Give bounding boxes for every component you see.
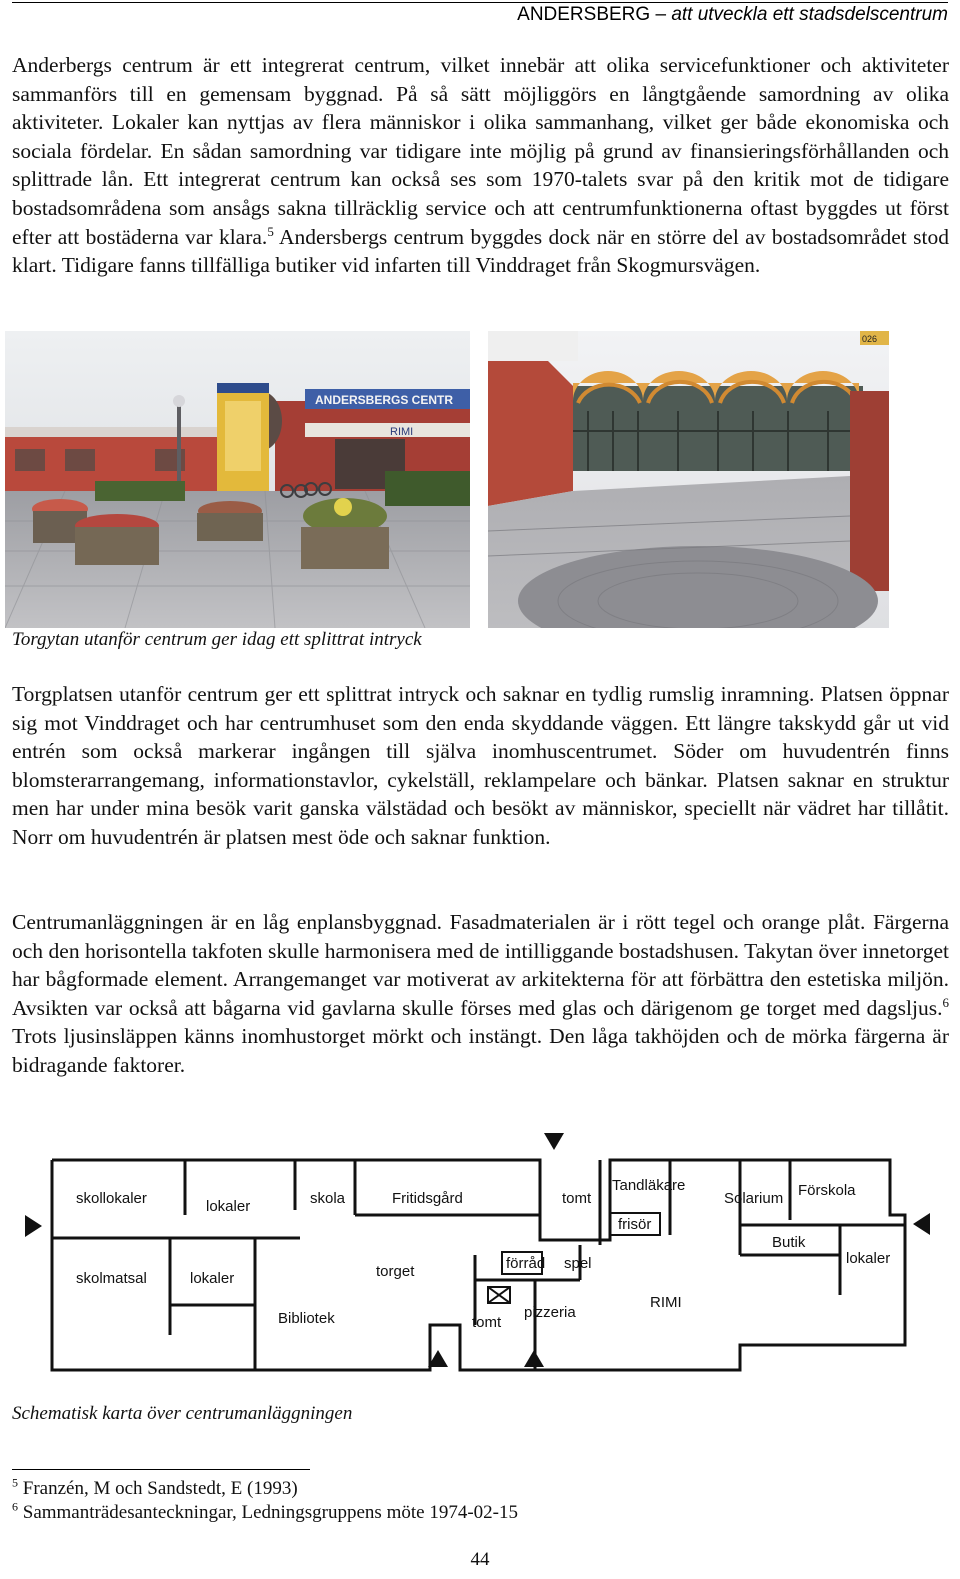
paragraph-1-text: Anderbergs centrum är ett integrerat centrum, vilket innebär att olika servicefunktioner och aktiviteter sammanförs till en gemensam byggnad. På så sätt möjliggörs en långtgående samordning av olika aktiviteter. Lokaler kan nyttjas av flera människor i olika sammanhang, vilket ger både ekonomiska och sociala fördelar. En sådan samordning var tidigare inte möjlig på grund av finansieringsförhållanden och splittrade lån. Ett integrerat centrum kan också ses som 1970-talets svar på den kritik mot de tidigare bostadsområdena som ansågs sakna tillräcklig service och att centrumfunktionerna oftast byggdes ut först efter att bostäderna var klara. (12, 53, 949, 249)
paragraph-3-text-cont: Trots ljusinsläppen känns inomhustorget mörkt och instängt. Den låga takhöjden och de mörka färgerna är bidragande faktorer. (12, 1024, 949, 1077)
map-label-torget: torget (376, 1263, 415, 1280)
map-label-rimi: RIMI (650, 1294, 682, 1311)
paragraph-1-text-cont: Andersbergs centrum byggdes dock när en större del av bostadsområdet stod klart. Tidigare fanns tillfälliga butiker vid infarten till Vinddraget från Skogmursvägen. (12, 224, 949, 278)
header-subtitle: att utveckla ett stadsdelscentrum (671, 4, 948, 25)
header-separator: – (655, 4, 667, 25)
footnote-6-text: Sammanträdesanteckningar, Ledningsgruppens möte 1974-02-15 (22, 1502, 518, 1523)
paragraph-2: Torgplatsen utanför centrum ger ett splittrat intryck och saknar en tydlig rumslig inramning. Platsen öppnar sig mot Vinddraget och har centrumhuset som den enda skyddande väggen. Ett längre takskydd går ut vid entrén som också markerar ingången till själva inomhuscentrumet. Söder om huvudentrén finns blomsterarrangemang, informationstavlor, cykelställ, reklampelare och bänkar. Platsen saknar en struktur men har under mina besök varit ganska välstädad och besökt av människor, speciellt när vädret har tillåtit. Norr om huvudentrén är platsen mest öde och saknar funktion. (12, 682, 949, 849)
map-label-tomt-bottom: tomt (472, 1314, 502, 1331)
map-label-skolmatsal: skolmatsal (76, 1270, 147, 1287)
sign-rimi: RIMI (390, 426, 414, 438)
map-label-tandlakare: Tandläkare (612, 1177, 686, 1194)
entrance-arrow-north (544, 1133, 564, 1150)
map-label-butik: Butik (772, 1234, 806, 1251)
entrance-arrow-south-2 (524, 1350, 544, 1367)
map-label-forrad: förråd (506, 1255, 546, 1272)
schematic-map (20, 1125, 935, 1385)
footnote-ref-6[interactable]: 6 (942, 994, 949, 1010)
running-header (517, 4, 948, 26)
sign-andersbergs-centrum: ANDERSBERGS CENTR (315, 393, 454, 407)
map-label-lokaler-top: lokaler (206, 1198, 251, 1215)
map-label-spel: spel (564, 1255, 592, 1272)
map-label-bibliotek: Bibliotek (278, 1310, 335, 1327)
map-label-tomt-top: tomt (562, 1190, 592, 1207)
corner-sign: 026 (862, 334, 878, 344)
page-number: 44 (470, 1549, 490, 1570)
footnote-6 (12, 1499, 518, 1524)
photo-indoor-square-right (488, 331, 889, 628)
map-label-frisor: frisör (618, 1216, 652, 1233)
map-label-skollokaler: skollokaler (76, 1190, 147, 1207)
paragraph-3-text: Centrumanläggningen är en låg enplansbyggnad. Fasadmaterialen är i rött tegel och orange plåt. Färgerna och den horisontella takfoten skulle harmonisera med de intilliggande bostadshusen. Takytan över innetorget har bågformade element. Arrangemanget var motiverat av arkitekterna för att förbättra den estetiska miljön. Avsikten var också att bågarna vid gavlarna skulle förses med glas och därigenom ge torget med dagsljus. (12, 910, 949, 1020)
footnote-ref-5[interactable]: 5 (267, 223, 274, 239)
photo-square-left (5, 331, 470, 628)
entrance-arrow-east (913, 1213, 930, 1235)
map-label-pizzeria: pizzeria (524, 1304, 576, 1321)
footnote-5-number: 5 (12, 1475, 18, 1490)
map-label-lokaler-right: lokaler (846, 1250, 891, 1267)
map-label-solarium: Solarium (724, 1190, 784, 1207)
map-label-skola: skola (310, 1190, 346, 1207)
map-label-forskola: Förskola (798, 1182, 856, 1199)
footnote-rule (12, 1469, 310, 1470)
paragraph-3 (12, 908, 949, 1080)
photo-caption: Torgytan utanför centrum ger idag ett splittrat intryck (12, 629, 422, 650)
paragraph-1 (12, 51, 949, 280)
map-label-lokaler-mid: lokaler (190, 1270, 235, 1287)
header-rule (12, 2, 948, 3)
footnote-6-number: 6 (12, 1499, 18, 1514)
footnote-5-text: Franzén, M och Sandstedt, E (1993) (22, 1478, 298, 1499)
header-title: ANDERSBERG (517, 4, 651, 25)
footnote-5 (12, 1475, 298, 1500)
map-label-fritidsgard: Fritidsgård (392, 1190, 463, 1207)
entrance-arrow-west (25, 1215, 42, 1237)
map-caption: Schematisk karta över centrumanläggningen (12, 1403, 353, 1424)
